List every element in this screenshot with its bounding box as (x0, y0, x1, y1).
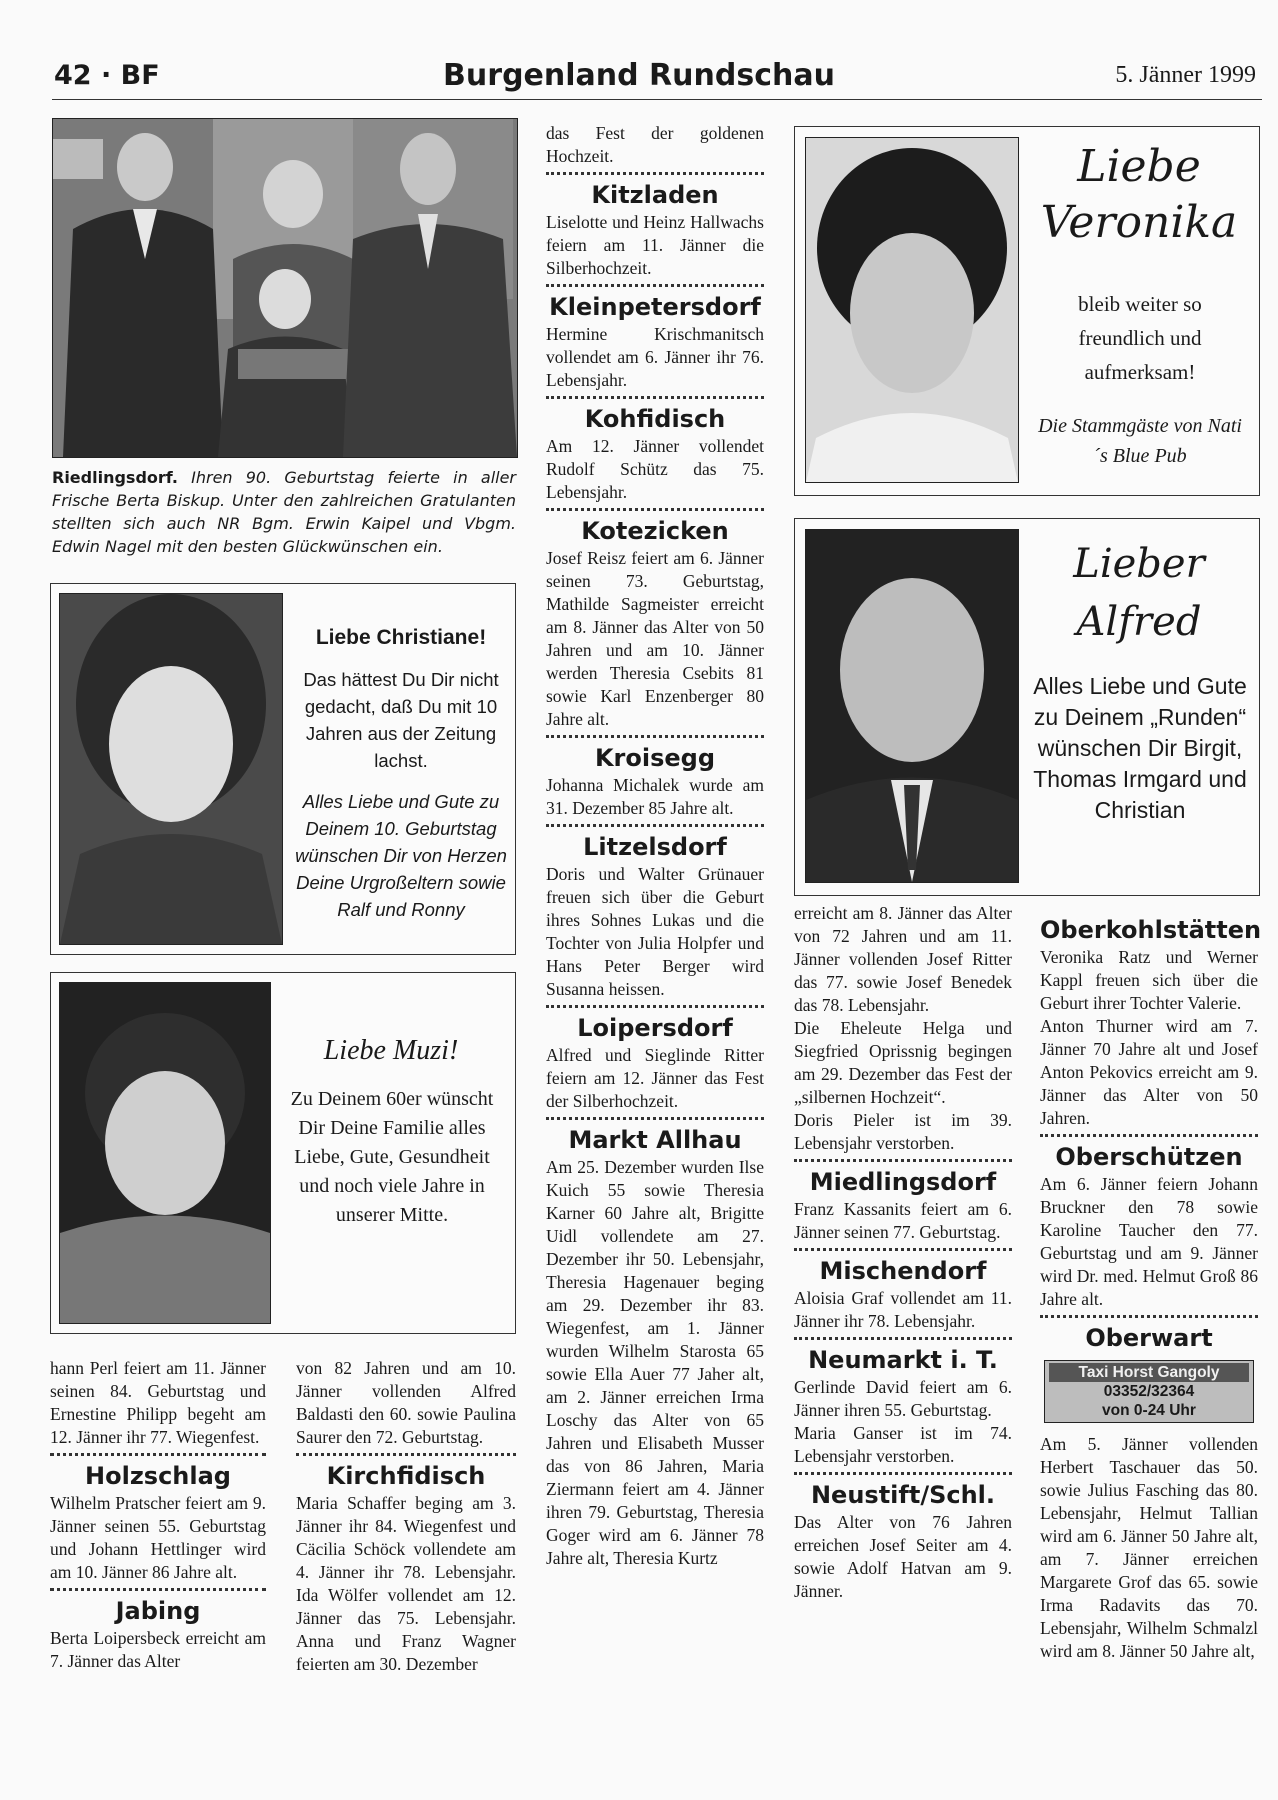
col-d-continued-3: Doris Pieler ist im 39. Lebensjahr verstorben. (794, 1110, 1012, 1153)
text-neumarkt: Gerlinde David feiert am 6. Jänner ihren 55. Geburtstag. (794, 1377, 1012, 1420)
text-oberschuetzen: Am 6. Jänner feiern Johann Bruckner den 78 sowie Karoline Taucher den 77. Geburtstag und am 9. Jänner wird Dr. med. Helmut Groß 86 Jahre alt. (1040, 1174, 1258, 1309)
column-c (546, 122, 764, 1570)
text-oberkohlstaetten-2: Anton Thurner wird am 7. Jänner 70 Jahre alt und Josef Anton Pekovics erreicht am 9. Jänner das Alter von 50 Jahren. (1040, 1016, 1258, 1128)
heading-oberwart: Oberwart (1085, 1324, 1213, 1352)
christiane-text: Das hättest Du Dir nicht gedacht, daß Du mit 10 Jahren aus der Zeitung lachst. (303, 669, 499, 771)
ad-alfred (794, 518, 1260, 896)
text-loipersdorf: Alfred und Sieglinde Ritter feiern am 12. Jänner das Fest der Silberhochzeit. (546, 1045, 764, 1111)
text-mischendorf: Aloisia Graf vollendet am 11. Jänner ihr 78. Lebensjahr. (794, 1288, 1012, 1331)
ad-christiane (50, 583, 516, 955)
taxi-ad (1044, 1360, 1254, 1423)
heading-holzschlag: Holzschlag (85, 1462, 231, 1490)
group-photo-illustration (53, 119, 517, 457)
column-d (794, 902, 1012, 1603)
ad-muzi (50, 972, 516, 1334)
muzi-photo (59, 982, 271, 1324)
photo-caption (52, 466, 516, 558)
text-kohfidisch: Am 12. Jänner vollendet Rudolf Schütz das 75. Lebensjahr. (546, 436, 764, 502)
text-kitzladen: Liselotte und Heinz Hallwachs feiern am 11. Jänner die Silberhochzeit. (546, 212, 764, 278)
christiane-title: Liebe Christiane! (315, 626, 487, 649)
col-a-continued: hann Perl feiert am 11. Jänner seinen 84. Geburtstag und Ernestine Philipp begeht am 12. Jänner ihr 77. Wiegenfest. (50, 1358, 266, 1447)
christiane-photo (59, 593, 283, 945)
veronika-text: bleib weiter so freundlich und aufmerksam! (1078, 292, 1202, 384)
alfred-photo (805, 529, 1019, 883)
taxi-hours: von 0-24 Uhr (1102, 1402, 1196, 1419)
heading-markt-allhau: Markt Allhau (568, 1126, 742, 1154)
col-b-continued: von 82 Jahren und am 10. Jänner vollenden Alfred Baldasti den 60. sowie Paulina Saurer den 72. Geburtstag. (296, 1358, 516, 1447)
text-kirchfidisch: Maria Schaffer beging am 3. Jänner ihr 84. Wiegenfest und Cäcilia Schöck vollendete am 4. Jänner ihr 78. Lebensjahr. Ida Wölfer vollendet am 12. Jänner das 75. Lebensjahr. Anna und Franz Wagner feierten am 30. Dezember (296, 1493, 516, 1674)
separator (546, 284, 764, 287)
heading-oberkohlstaetten: Oberkohlstätten (1040, 916, 1262, 944)
heading-kotezicken: Kotezicken (581, 517, 729, 545)
alfred-text: Alles Liebe und Gute zu Deinem „Runden“ wünschen Dir Birgit, Thomas Irmgard und Christian (1033, 673, 1247, 823)
separator (794, 1248, 1012, 1251)
heading-mischendorf: Mischendorf (819, 1257, 987, 1285)
heading-neumarkt: Neumarkt i. T. (808, 1346, 998, 1374)
heading-neustift: Neustift/Schl. (810, 1481, 996, 1509)
text-oberwart: Am 5. Jänner vollenden Herbert Taschauer das 50. sowie Julius Fasching das 80. Lebensjahr, Helmut Tallian wird am 6. Jänner 50 Jahre alt, am 7. Jänner erreichen Margarete Grof das 65. sowie Irma Radavits das 70. Lebensjahr, Wilhelm Schmalzl wird am 8. Jänner 50 Jahre alt, (1040, 1434, 1258, 1661)
heading-litzelsdorf: Litzelsdorf (583, 833, 727, 861)
separator (546, 508, 764, 511)
separator (546, 172, 764, 175)
christiane-signoff: Alles Liebe und Gute zu Deinem 10. Geburtstag wünschen Dir von Herzen Deine Urgroßeltern sowie Ralf und Ronny (295, 791, 507, 920)
text-holzschlag: Wilhelm Pratscher feiert am 9. Jänner seinen 55. Geburtstag und Johann Hettlinger wird am 10. Jänner 86 Jahre alt. (50, 1493, 266, 1582)
ad-veronika (794, 126, 1260, 496)
issue-date: 5. Jänner 1999 (1115, 62, 1256, 88)
separator (546, 824, 764, 827)
muzi-text: Zu Deinem 60er wünscht Dir Deine Familie alles Liebe, Gute, Gesundheit und noch viele Jahre in unserer Mitte. (290, 1088, 494, 1226)
taxi-phone: 03352/32364 (1103, 1383, 1195, 1400)
heading-miedlingsdorf: Miedlingsdorf (809, 1168, 997, 1196)
heading-kirchfidisch: Kirchfidisch (326, 1462, 486, 1490)
separator (794, 1472, 1012, 1475)
muzi-title: Liebe Muzi! (323, 1035, 459, 1066)
text-miedlingsdorf: Franz Kassanits feiert am 6. Jänner seinen 77. Geburtstag. (794, 1199, 1012, 1242)
heading-oberschuetzen: Oberschützen (1055, 1143, 1243, 1171)
heading-kleinpetersdorf: Kleinpetersdorf (549, 293, 761, 321)
text-jabing: Berta Loipersbeck erreicht am 7. Jänner das Alter (50, 1628, 266, 1671)
column-a (50, 1357, 266, 1673)
separator (546, 396, 764, 399)
col-d-continued: erreicht am 8. Jänner das Alter von 72 Jahren und am 11. Jänner vollenden Josef Ritter das 77. sowie Josef Benedek das 78. Lebensjahr. (794, 903, 1012, 1015)
veronika-line2: Veronika (1040, 197, 1238, 248)
taxi-name: Taxi Horst Gangoly (1049, 1363, 1249, 1382)
separator (546, 735, 764, 738)
heading-kroisegg: Kroisegg (594, 744, 716, 772)
caption-place: Riedlingsdorf. (52, 468, 178, 487)
heading-kohfidisch: Kohfidisch (584, 405, 726, 433)
christiane-photo-illustration (60, 594, 282, 944)
separator (794, 1159, 1012, 1162)
group-photo (52, 118, 518, 458)
text-neustift: Das Alter von 76 Jahren erreichen Josef Seiter am 4. sowie Adolf Hatvan am 9. Jänner. (794, 1512, 1012, 1601)
header-rule (52, 99, 1262, 100)
separator (1040, 1315, 1258, 1318)
separator (50, 1453, 266, 1456)
text-neumarkt-2: Maria Ganser ist im 74. Lebensjahr verstorben. (794, 1423, 1012, 1466)
col-c-continued: das Fest der goldenen Hochzeit. (546, 123, 764, 166)
text-markt-allhau: Am 25. Dezember wurden Ilse Kuich 55 sowie Theresia Karner 60 Jahre alt, Brigitte Uidl vollendete am 27. Dezember ihr 50. Lebensjahr, Theresia Hagenauer beging am 29. Dezember ihr 83. Wiegenfest, am 1. Jänner wurden Wilhelm Starosta 65 sowie Ella Auer 77 Jaher alt, am 2. Jänner erreichen Irma Loschy das Alter von 65 Jahren und Elisabeth Musser das von 86 Jahren, Maria Ziermann feiert am 4. Jänner ihren 79. Geburtstag, Theresia Goger wird am 6. Jänner 78 Jahre alt, Theresia Kurtz (546, 1157, 764, 1568)
alfred-line1: Lieber (1073, 541, 1205, 587)
separator (794, 1337, 1012, 1340)
column-e (1040, 914, 1262, 1663)
heading-jabing: Jabing (115, 1597, 201, 1625)
newspaper-title: Burgenland Rundschau (443, 58, 835, 93)
alfred-line2: Alfred (1076, 599, 1202, 645)
column-b (296, 1357, 516, 1676)
separator (296, 1453, 516, 1456)
separator (50, 1588, 266, 1591)
alfred-photo-illustration (806, 530, 1018, 882)
veronika-signoff: Die Stammgäste von Nati´s Blue Pub (1038, 415, 1242, 467)
veronika-line1: Liebe (1077, 141, 1201, 192)
text-kleinpetersdorf: Hermine Krischmanitsch vollendet am 6. Jänner ihr 76. Lebensjahr. (546, 324, 764, 390)
muzi-photo-illustration (60, 983, 270, 1323)
separator (546, 1005, 764, 1008)
text-kroisegg: Johanna Michalek wurde am 31. Dezember 85 Jahre alt. (546, 775, 764, 818)
text-oberkohlstaetten: Veronika Ratz und Werner Kappl freuen sich über die Geburt ihrer Tochter Valerie. (1040, 947, 1258, 1013)
heading-loipersdorf: Loipersdorf (577, 1014, 733, 1042)
separator (1040, 1134, 1258, 1137)
text-kotezicken: Josef Reisz feiert am 6. Jänner seinen 73. Geburtstag, Mathilde Sagmeister erreicht am 8. Jänner das Alter von 50 Jahren und am 10. Jänner werden Theresia Csebits 81 sowie Karl Enzenberger 80 Jahre alt. (546, 548, 764, 729)
veronika-photo (805, 137, 1019, 483)
page-number: 42 · BF (54, 60, 160, 91)
caption-text: Ihren 90. Geburtstag feierte in aller Frische Berta Biskup. Unter den zahlreichen Gratulanten stellten sich auch NR Bgm. Erwin Kaipel und Vbgm. Edwin Nagel mit den besten Glückwünschen ein. (52, 468, 517, 556)
heading-kitzladen: Kitzladen (591, 181, 719, 209)
veronika-photo-illustration (806, 138, 1018, 482)
separator (546, 1117, 764, 1120)
text-litzelsdorf: Doris und Walter Grünauer freuen sich über die Geburt ihres Sohnes Lukas und die Tochter von Julia Holpfer und Hans Peter Berger wird Susanna heissen. (546, 864, 764, 999)
col-d-continued-2: Die Eheleute Helga und Siegfried Oprissnig begingen am 29. Dezember das Fest der „silbernen Hochzeit“. (794, 1018, 1012, 1107)
